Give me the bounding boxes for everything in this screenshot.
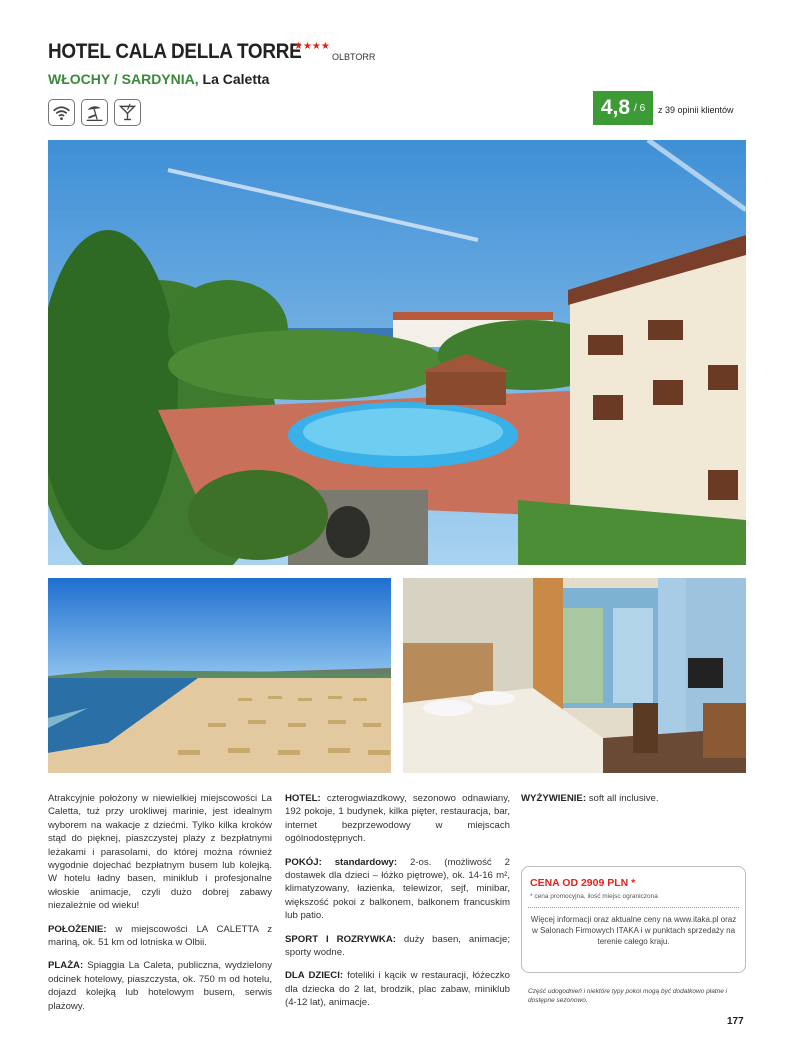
kids-label: DLA DZIECI: [285,970,344,982]
price-title: CENA OD 2909 PLN * [530,877,636,889]
price-divider [528,907,739,908]
page-number: 177 [727,1016,744,1027]
board-paragraph [521,792,746,805]
location-region: WŁOCHY / SARDYNIA, [48,71,199,87]
hotel-paragraph [285,792,510,846]
beach-text: Spiaggia La Caleta, publiczna, wydzielony odcinek hotelowy, piaszczysta, ok. 750 m od hotelu, dojazd kolejką lub hotelowym busem, serwis plażowy. [48,960,272,1012]
hotel-pool-photo [48,140,746,565]
beach-label: PLAŻA: [48,960,84,972]
description-column-1 [48,792,272,1023]
star-rating: ★★★★ [294,41,330,52]
hotel-name: HOTEL CALA DELLA TORRE [48,40,302,63]
kids-paragraph [285,969,510,1009]
description-column-3 [521,792,746,815]
price-info: Więcej informacji oraz aktualne ceny na www.itaka.pl oraz w Salonach Firmowych ITAKA i w punktach sprzedaży na terenie całego kraju. [530,915,737,946]
room-label: POKÓJ: standardowy: [285,856,398,868]
hotel-code: OLBTORR [332,52,376,62]
amenity-icons [48,99,141,126]
hotel-label: HOTEL: [285,793,321,804]
location [48,71,269,87]
location-paragraph [48,923,272,950]
rating-max: / 6 [634,102,646,114]
beach-photo [48,578,391,773]
room-photo [403,578,746,773]
price-box [521,866,746,973]
hotel-title-row [48,40,376,64]
room-paragraph [285,856,510,923]
description-column-2 [285,792,510,1020]
cocktail-glass-icon [114,99,141,126]
sport-paragraph [285,933,510,960]
beach-umbrella-icon [81,99,108,126]
location-label: POŁOŻENIE: [48,923,107,935]
room-text: 2-os. (możliwość 2 dostawek dla dzieci – łóżko piętrowe), ok. 14-16 m², klimatyzowany, łazienka, telewizor, sejf, minibar, większość pokoi z balkonem, balkonem francuskim lub patio. [285,856,510,922]
board-text: soft all inclusive. [586,793,659,804]
rating-value: 4,8 [600,96,631,119]
board-label: WYŻYWIENIE: [521,793,587,804]
rating-badge [593,91,653,125]
intro-paragraph: Atrakcyjnie położony w niewielkiej miejscowości La Caletta, tuż przy urokliwej marinie, jest idealnym wyborem na wakacje z dziećmi. Tylko kilka kroków stąd do pięknej, piaszczystej plaży z bezpłatnymi leżakami i parasolami, do której można również wygodnie dojechać bezpłatnym busem lub kolejką. W hotelu ładny basen, miniklub i profesjonalne włoskie animacje, czyli dużo dobrej zabawy niezależnie od wieku! [48,793,272,912]
footnote: Część udogodnień i niektóre typy pokoi mogą być dodatkowo płatne i dostępne sezonowo. [528,988,728,1004]
beach-paragraph [48,959,272,1013]
sport-label: SPORT I ROZRYWKA: [285,933,396,945]
location-city: La Caletta [202,71,270,87]
hotel-text: czterogwiazdkowy, sezonowo odnawiany, 192 pokoje, 1 budynek, kilka pięter, restauracja, bar, internet bezprzewodowy w miejscach ogólnodostępnych. [285,793,510,845]
rating-reviews-count: z 39 opinii klientów [658,105,734,115]
sport-text: duży basen, animacje; sporty wodne. [285,933,510,959]
wifi-icon [48,99,75,126]
location-text: w miejscowości LA CALETTA z mariną, ok. 51 km od lotniska w Olbii. [48,923,272,949]
price-note: * cena promocyjna, ilość miejsc ograniczona [530,893,658,900]
kids-text: foteliki i kącik w restauracji, łóżeczko dla dziecka do 2 lat, brodzik, plac zabaw, miniklub (4-12 lat), animacje. [285,970,510,1009]
